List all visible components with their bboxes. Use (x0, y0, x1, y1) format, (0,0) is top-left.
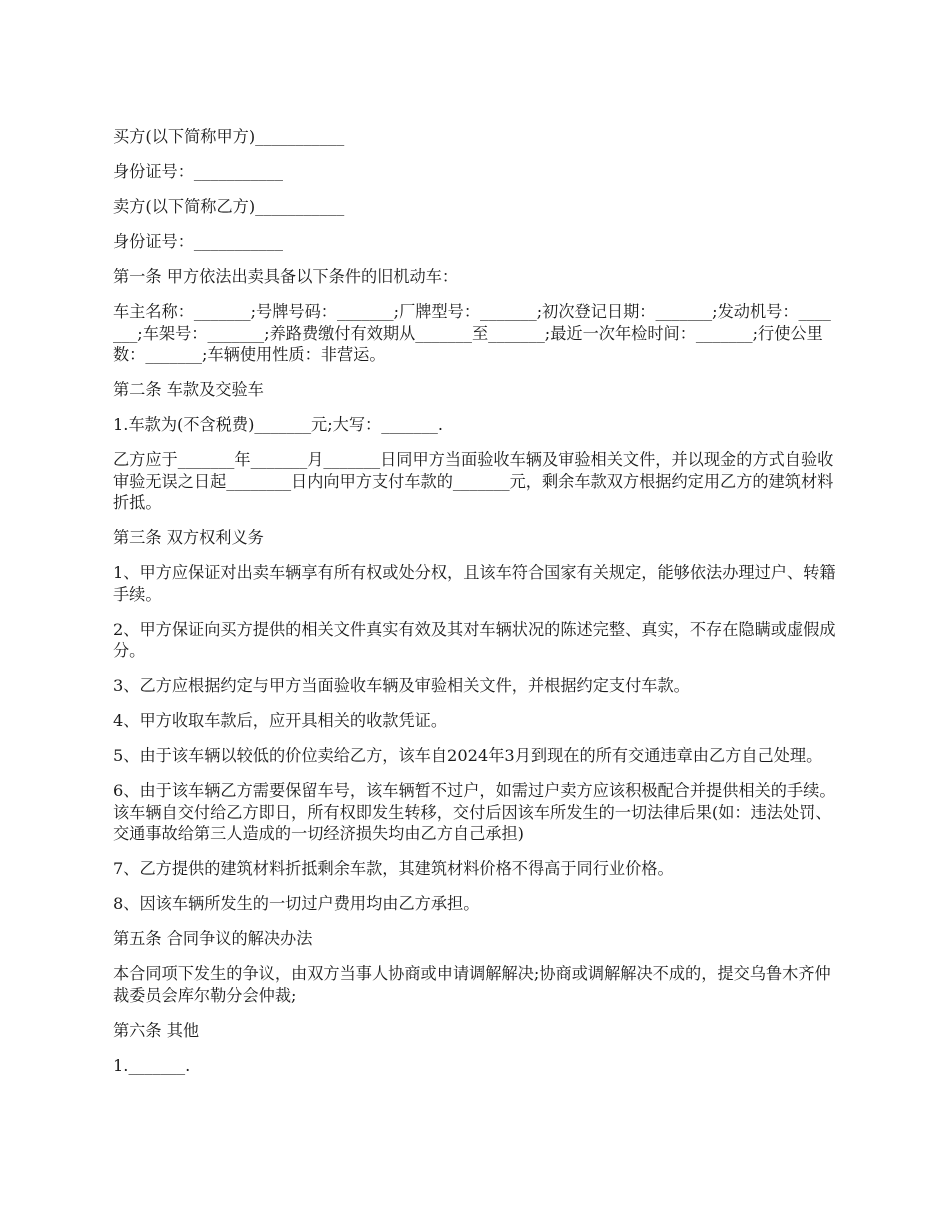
article-1-heading: 第一条 甲方依法出卖具备以下条件的旧机动车： (113, 267, 459, 286)
seller-line: 卖方(以下简称乙方)___________ (113, 197, 345, 216)
article-6-heading: 第六条 其他 (113, 1020, 200, 1040)
obligation-2: 2、甲方保证向买方提供的相关文件真实有效及其对车辆状况的陈述完整、真实，不存在隐瞒或虚假成分。 (113, 619, 836, 660)
buyer-line: 买方(以下简称甲方)___________ (113, 127, 345, 146)
other-item-1: 1._______. (113, 1055, 191, 1075)
vehicle-details: 车主名称：_______;号牌号码：_______;厂牌型号：_______;初次登记日期：_______;发动机号：_______;车架号：_______;养路费缴付有效期从_______至_______;最近一次年检时间：_______;行使公里数：_______;车辆使用性质：非营运。 (113, 302, 831, 364)
obligation-4: 4、甲方收取车款后，应开具相关的收款凭证。 (113, 711, 448, 730)
buyer-id-line: 身份证号：___________ (113, 162, 283, 181)
obligation-3: 3、乙方应根据约定与甲方当面验收车辆及审验相关文件，并根据约定支付车款。 (113, 676, 690, 695)
obligation-6: 6、由于该车辆乙方需要保留车号，该车辆暂不过户，如需过户卖方应该积极配合并提供相关的手续。该车辆自交付给乙方即日，所有权即发生转移，交付后因该车所发生的一切法律后果(如：违法处罚、交通事故给第三人造成的一切经济损失均由乙方自己承担) (113, 781, 836, 843)
obligation-8: 8、因该车辆所发生的一切过户费用均由乙方承担。 (113, 894, 480, 913)
article-2-heading: 第二条 车款及交验车 (113, 380, 264, 399)
obligation-7: 7、乙方提供的建筑材料折抵剩余车款，其建筑材料价格不得高于同行业价格。 (113, 859, 674, 878)
obligation-1: 1、甲方应保证对出卖车辆享有所有权或处分权，且该车符合国家有关规定，能够依法办理过户、转籍手续。 (113, 563, 836, 604)
price-clause: 1.车款为(不含税费)_______元;大写：_______. (113, 415, 444, 434)
dispute-clause: 本合同项下发生的争议，由双方当事人协商或申请调解解决;协商或调解解决不成的，提交乌鲁木齐仲裁委员会库尔勒分会仲裁; (113, 964, 831, 1005)
obligation-5: 5、由于该车辆以较低的价位卖给乙方，该车自2024年3月到现在的所有交通违章由乙方自己处理。 (113, 746, 823, 765)
article-5-heading: 第五条 合同争议的解决办法 (113, 929, 313, 948)
payment-clause: 乙方应于_______年_______月_______日同甲方当面验收车辆及审验相关文件，并以现金的方式自验收审验无误之日起________日内向甲方支付车款的_______元，剩余车款双方根据约定用乙方的建筑材料折抵。 (113, 450, 834, 512)
seller-id-line: 身份证号：___________ (113, 232, 283, 251)
article-3-heading: 第三条 双方权利义务 (113, 528, 264, 547)
